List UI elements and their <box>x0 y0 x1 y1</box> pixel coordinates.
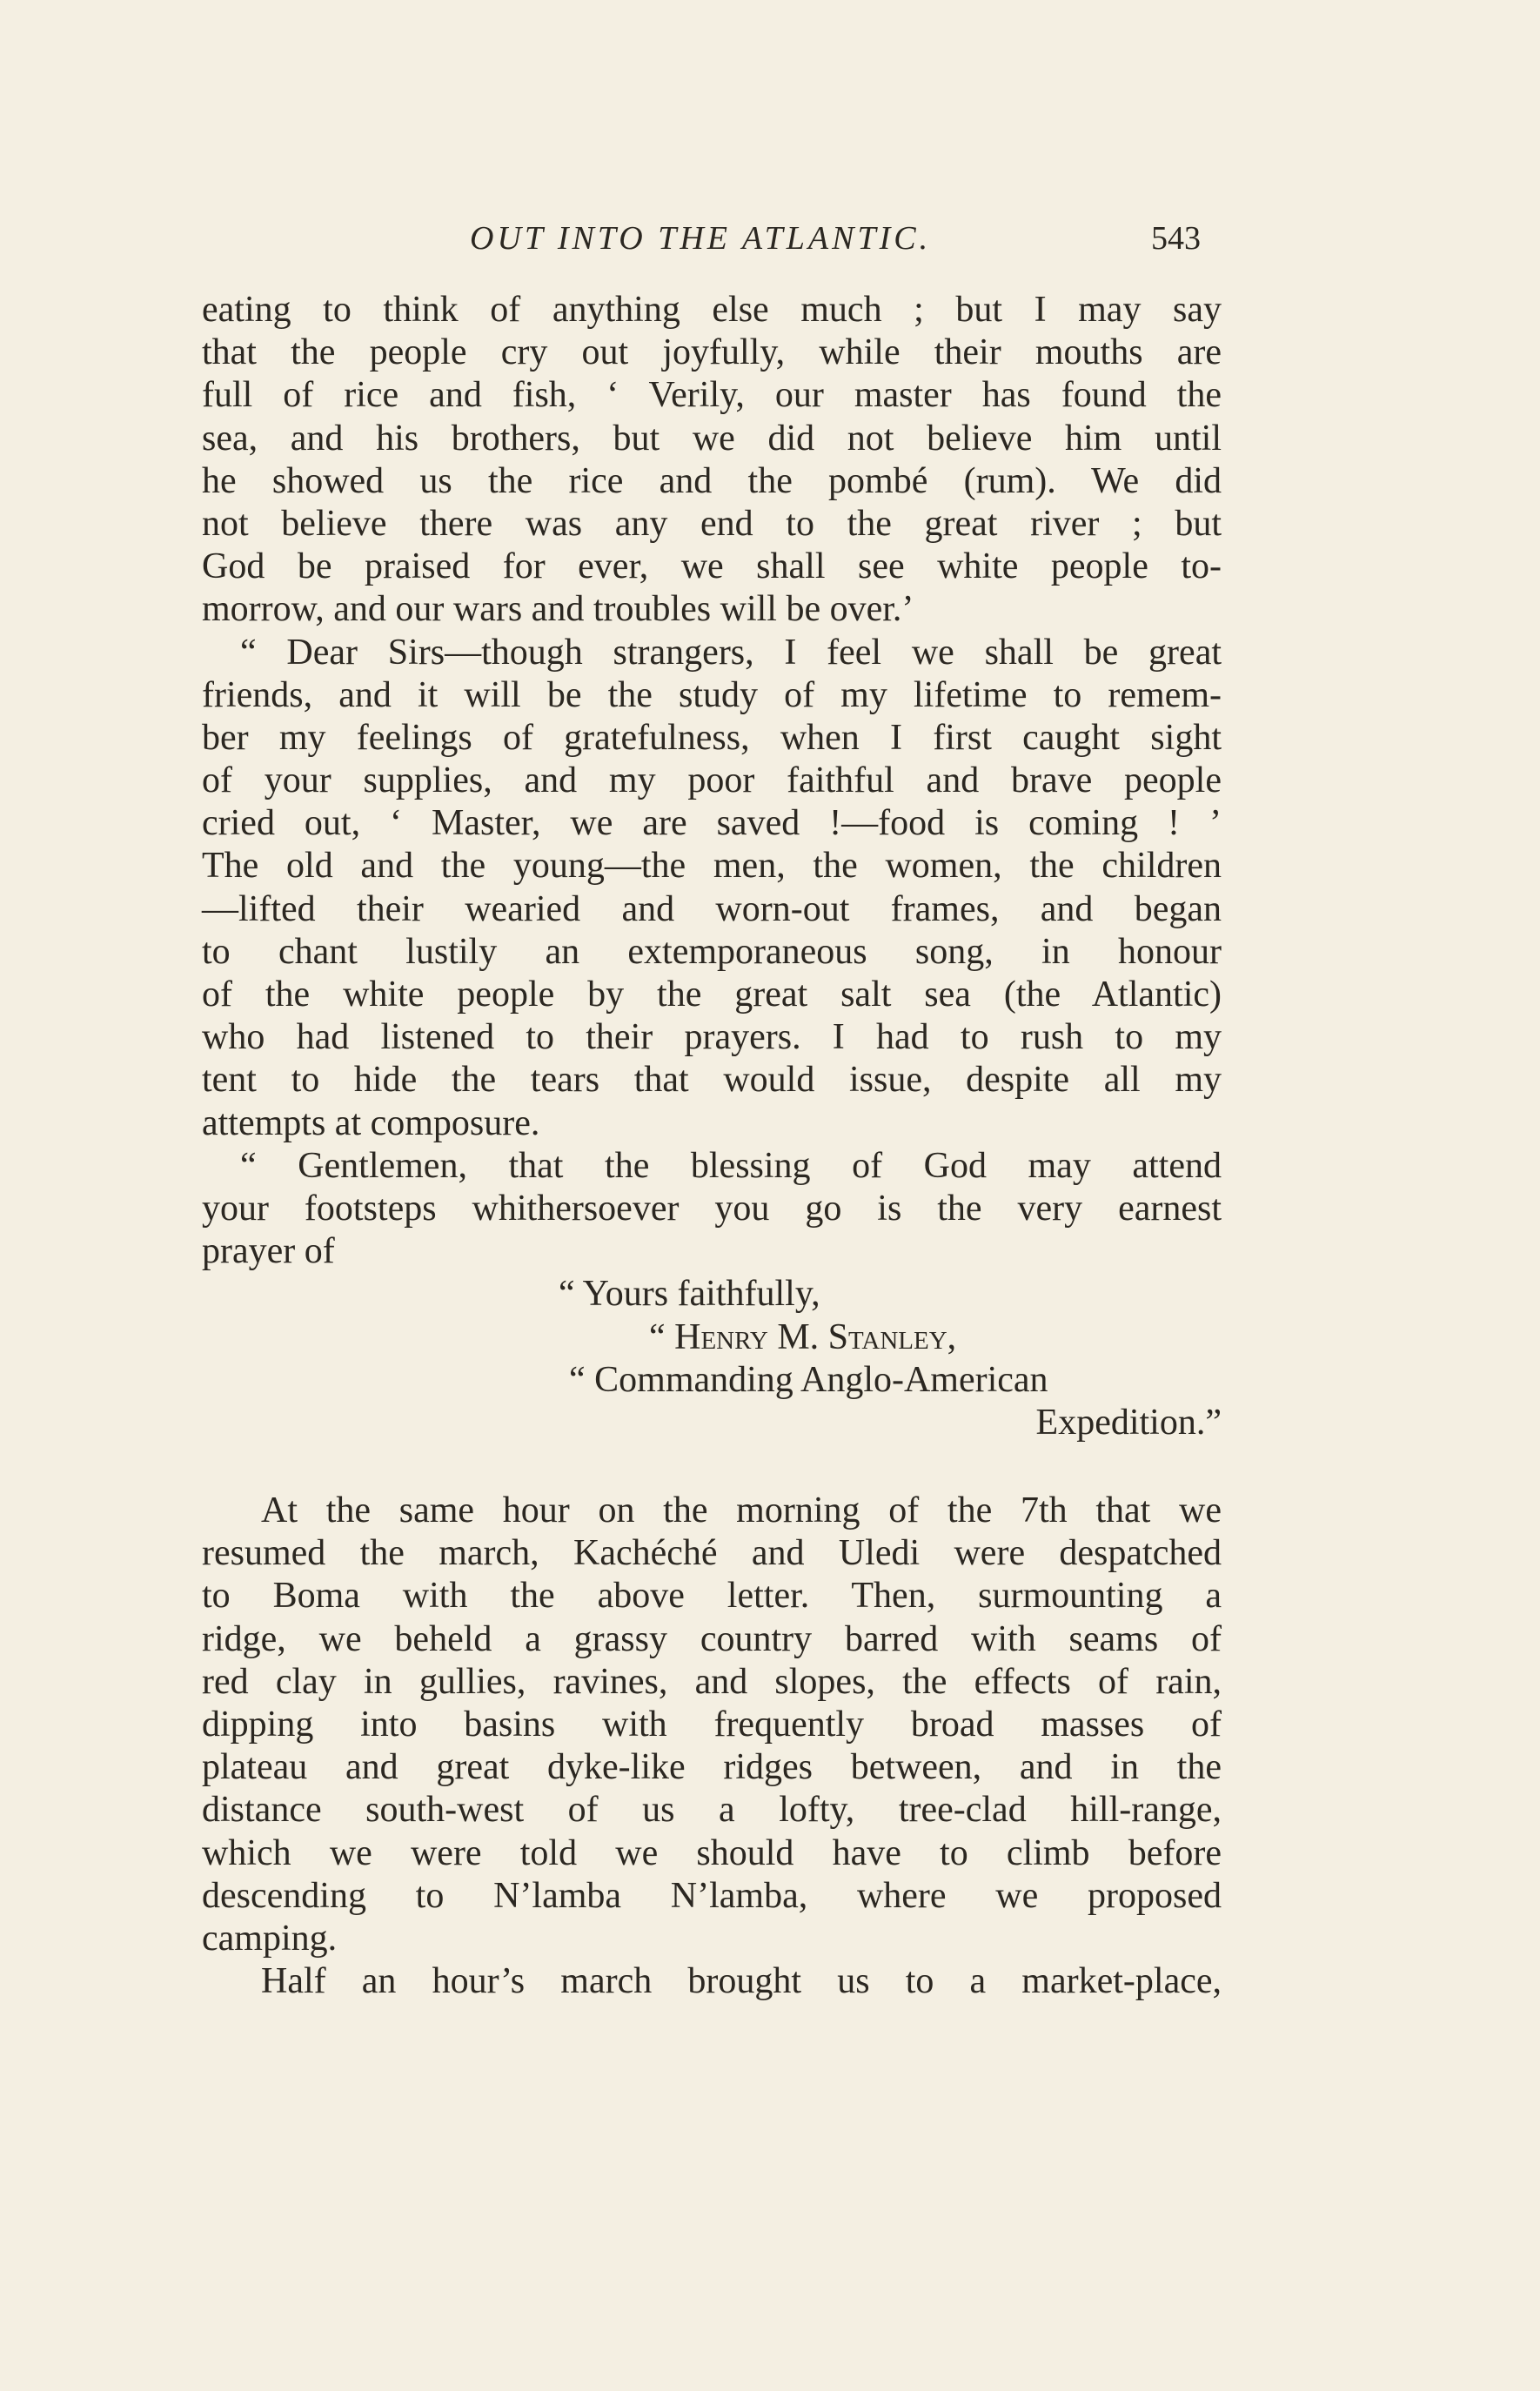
text-line: attempts at composure. <box>202 1102 540 1143</box>
page-header <box>452 219 1201 271</box>
text-line: God be praised for ever, we shall see white people to- <box>202 546 1222 587</box>
text-line: cried out, ‘ Master, we are saved !—food is coming ! ’ <box>202 803 1222 844</box>
text-line: not believe there was any end to the great river ; but <box>202 503 1222 544</box>
text-line: camping. <box>202 1918 338 1959</box>
text-line: Half an hour’s march brought us to a market-place, <box>261 1961 1222 2002</box>
text-line: “ Gentlemen, that the blessing of God may attend <box>240 1145 1222 1186</box>
text-line: to Boma with the above letter. Then, surmounting a <box>202 1576 1222 1617</box>
text-line: prayer of <box>202 1231 335 1272</box>
text-line: that the people cry out joyfully, while their mouths are <box>202 332 1222 373</box>
text-line: he showed us the rice and the pombé (rum). We did <box>202 460 1222 501</box>
body-text <box>202 289 1222 2003</box>
text-line: “ Dear Sirs—though strangers, I feel we shall be great <box>240 632 1222 673</box>
text-line: dipping into basins with frequently broad masses of <box>202 1705 1222 1745</box>
text-line: ber my feelings of gratefulness, when I first caught sight <box>202 717 1222 758</box>
signature-title-cont: Expedition.” <box>1035 1402 1222 1443</box>
text-line: ridge, we beheld a grassy country barred with seams of <box>202 1618 1222 1659</box>
page-number: 543 <box>1151 220 1201 257</box>
text-line: sea, and his brothers, but we did not believe him until <box>202 418 1222 459</box>
section-gap <box>202 1444 1222 1490</box>
text-line: which we were told we should have to climb before <box>202 1832 1222 1873</box>
text-line: of your supplies, and my poor faithful and brave people <box>202 760 1222 801</box>
text-line: At the same hour on the morning of the 7th that we <box>261 1490 1222 1531</box>
text-line: resumed the march, Kachéché and Uledi were despatched <box>202 1533 1222 1574</box>
text-line: plateau and great dyke-like ridges between, and in the <box>202 1747 1222 1788</box>
text-line: of the white people by the great salt sea (the Atlantic) <box>202 974 1222 1015</box>
text-line: descending to N’lamba N’lamba, where we proposed <box>202 1875 1222 1916</box>
text-line: red clay in gullies, ravines, and slopes, the effects of rain, <box>202 1661 1222 1702</box>
text-line: friends, and it will be the study of my lifetime to remem- <box>202 674 1222 715</box>
text-line: —lifted their wearied and worn-out frames, and began <box>202 888 1222 929</box>
signature-closing: “ Yours faithfully, <box>559 1274 820 1315</box>
text-line: The old and the young—the men, the women, the children <box>202 846 1222 887</box>
text-line: eating to think of anything else much ; but I may say <box>202 290 1222 330</box>
text-line: morrow, and our wars and troubles will be over.’ <box>202 589 914 630</box>
running-title: OUT INTO THE ATLANTIC. <box>470 220 932 257</box>
text-line: your footsteps whithersoever you go is the very earnest <box>202 1188 1222 1229</box>
signature-title: “ Commanding Anglo-American <box>569 1359 1048 1400</box>
text-line: distance south-west of us a lofty, tree-clad hill-range, <box>202 1790 1222 1831</box>
text-line: who had listened to their prayers. I had to rush to my <box>202 1017 1222 1058</box>
signature-name: “ Henry M. Stanley, <box>649 1316 957 1357</box>
text-line: tent to hide the tears that would issue, despite all my <box>202 1060 1222 1101</box>
text-line: to chant lustily an extemporaneous song, in honour <box>202 931 1222 972</box>
text-line: full of rice and fish, ‘ Verily, our master has found the <box>202 375 1222 416</box>
